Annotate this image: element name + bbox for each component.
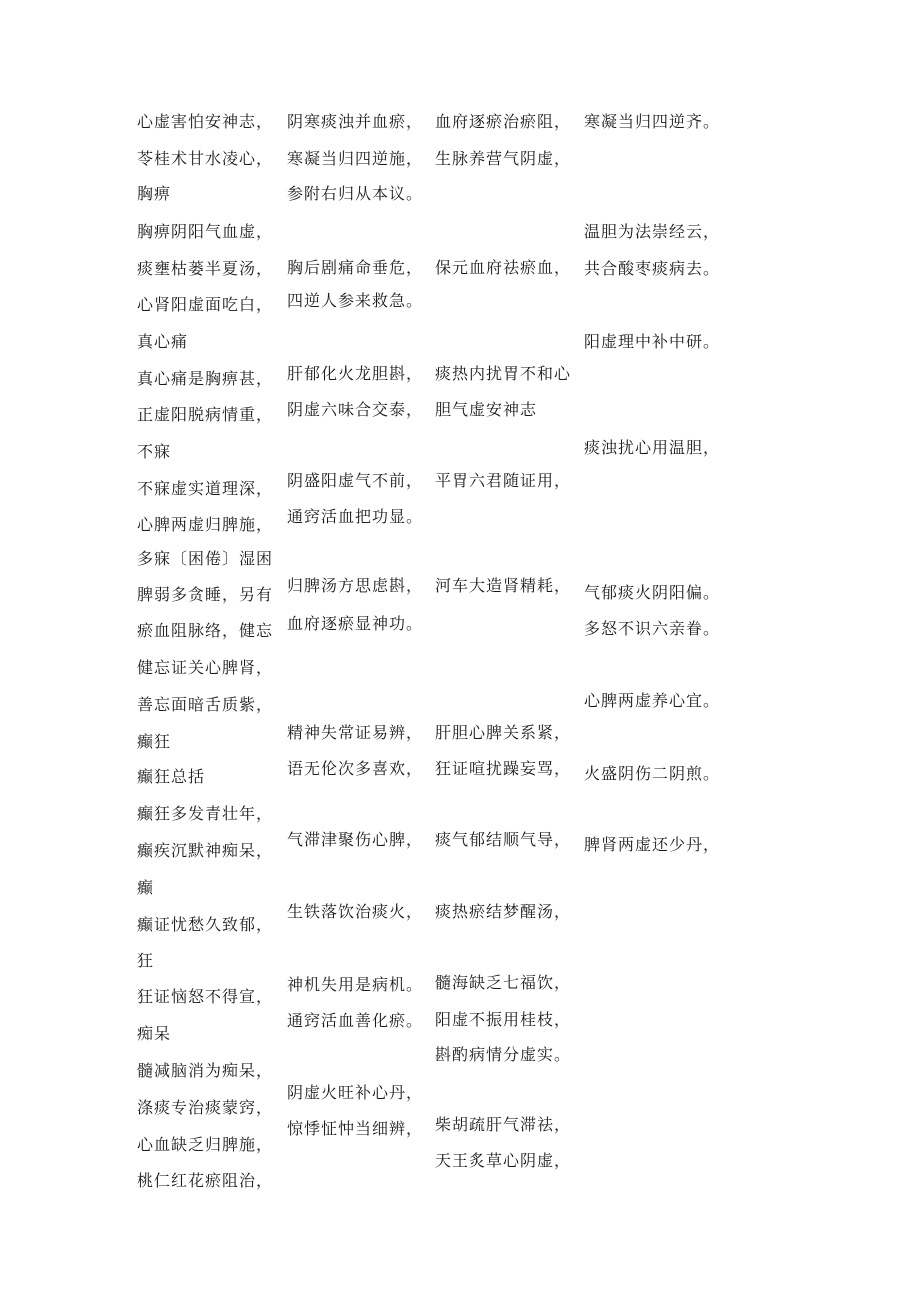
text-line: 痰浊扰心用温胆， bbox=[584, 438, 721, 457]
text-line: 善忘面暗舌质紫， bbox=[137, 695, 274, 714]
text-line: 不寐 bbox=[137, 442, 172, 461]
text-line: 痴呆 bbox=[137, 1024, 172, 1043]
text-line: 寒凝当归四逆齐。 bbox=[584, 112, 721, 131]
text-line: 涤痰专治痰蒙窍， bbox=[137, 1098, 274, 1117]
text-line: 苓桂术甘水凌心， bbox=[137, 149, 274, 168]
text-line: 不寐虚实道理深， bbox=[137, 479, 274, 498]
text-line: 癫证忧愁久致郁， bbox=[137, 915, 274, 934]
text-line: 狂 bbox=[137, 951, 155, 970]
text-line: 斟酌病情分虚实。 bbox=[435, 1045, 572, 1064]
text-line: 气滞津聚伤心脾， bbox=[287, 830, 424, 849]
text-line: 阴虚火旺补心丹， bbox=[287, 1083, 424, 1102]
text-line: 血府逐瘀显神功。 bbox=[287, 614, 424, 633]
text-line: 气郁痰火阴阳偏。 bbox=[584, 583, 721, 602]
text-line: 生铁落饮治痰火， bbox=[287, 902, 424, 921]
text-line: 胆气虚安神志 bbox=[435, 400, 538, 419]
text-line: 痰热内扰胃不和心 bbox=[435, 364, 572, 383]
text-line: 脾肾两虚还少丹， bbox=[584, 835, 721, 854]
text-line: 痰壅枯蒌半夏汤， bbox=[137, 259, 274, 278]
text-line: 癫疾沉默神痴呆， bbox=[137, 841, 274, 860]
text-line: 阳虚理中补中研。 bbox=[584, 332, 721, 351]
text-line: 髓减脑消为痴呆， bbox=[137, 1061, 274, 1080]
text-line: 癫狂总括 bbox=[137, 767, 206, 786]
text-line: 通窍活血把功显。 bbox=[287, 507, 424, 526]
text-line: 多怒不识六亲眷。 bbox=[584, 619, 721, 638]
text-line: 归脾汤方思虑斟， bbox=[287, 576, 424, 595]
text-line: 胸痹 bbox=[137, 184, 172, 203]
text-line: 心虚害怕安神志， bbox=[137, 112, 274, 131]
text-line: 火盛阴伤二阴煎。 bbox=[584, 764, 721, 783]
text-line: 柴胡疏肝气滞祛， bbox=[435, 1115, 572, 1134]
text-line: 癫 bbox=[137, 878, 155, 897]
text-line: 髓海缺乏七福饮， bbox=[435, 973, 572, 992]
text-line: 肝郁化火龙胆斟， bbox=[287, 364, 424, 383]
text-line: 语无伦次多喜欢， bbox=[287, 759, 424, 778]
text-line: 狂证恼怒不得宣， bbox=[137, 987, 274, 1006]
text-line: 脾弱多贪睡，另有 bbox=[137, 585, 274, 604]
text-line: 阴盛阳虚气不前， bbox=[287, 471, 424, 490]
text-line: 精神失常证易辨， bbox=[287, 723, 424, 742]
text-line: 肝胆心脾关系紧， bbox=[435, 723, 572, 742]
text-line: 狂证喧扰躁妄骂， bbox=[435, 759, 572, 778]
text-line: 阴寒痰浊并血瘀， bbox=[287, 112, 424, 131]
text-line: 心脾两虚养心宜。 bbox=[584, 691, 721, 710]
text-line: 通窍活血善化瘀。 bbox=[287, 1011, 424, 1030]
text-line: 胸后剧痛命垂危， bbox=[287, 258, 424, 277]
text-line: 四逆人参来救急。 bbox=[287, 291, 424, 310]
text-line: 痰热瘀结梦醒汤， bbox=[435, 902, 572, 921]
text-line: 惊悸怔忡当细辨， bbox=[287, 1119, 424, 1138]
text-line: 保元血府祛瘀血， bbox=[435, 258, 572, 277]
text-line: 真心痛是胸痹甚， bbox=[137, 369, 274, 388]
text-line: 桃仁红花瘀阻治， bbox=[137, 1171, 274, 1190]
text-line: 正虚阳脱病情重， bbox=[137, 405, 274, 424]
text-line: 生脉养营气阴虚， bbox=[435, 149, 572, 168]
text-line: 阴虚六味合交泰， bbox=[287, 400, 424, 419]
text-line: 天王炙草心阴虚， bbox=[435, 1151, 572, 1170]
text-line: 阳虚不振用桂枝， bbox=[435, 1010, 572, 1029]
text-line: 血府逐瘀治瘀阻， bbox=[435, 112, 572, 131]
text-line: 心血缺乏归脾施， bbox=[137, 1135, 274, 1154]
text-line: 多寐〔困倦〕湿困 bbox=[137, 549, 274, 568]
text-line: 平胃六君随证用， bbox=[435, 471, 572, 490]
text-line: 痰气郁结顺气导， bbox=[435, 830, 572, 849]
text-line: 心肾阳虚面吃白， bbox=[137, 295, 274, 314]
text-line: 胸痹阴阳气血虚， bbox=[137, 222, 274, 241]
text-line: 瘀血阻脉络，健忘 bbox=[137, 621, 274, 640]
text-line: 心脾两虚归脾施， bbox=[137, 515, 274, 534]
text-line: 癫狂多发青壮年， bbox=[137, 804, 274, 823]
text-line: 癫狂 bbox=[137, 732, 172, 751]
text-line: 温胆为法崇经云， bbox=[584, 222, 721, 241]
text-line: 神机失用是病机。 bbox=[287, 975, 424, 994]
text-line: 寒凝当归四逆施， bbox=[287, 149, 424, 168]
text-line: 参附右归从本议。 bbox=[287, 184, 424, 203]
text-line: 河车大造肾精耗， bbox=[435, 576, 572, 595]
text-line: 真心痛 bbox=[137, 332, 189, 351]
text-line: 共合酸枣痰病去。 bbox=[584, 259, 721, 278]
text-line: 健忘证关心脾肾， bbox=[137, 658, 274, 677]
